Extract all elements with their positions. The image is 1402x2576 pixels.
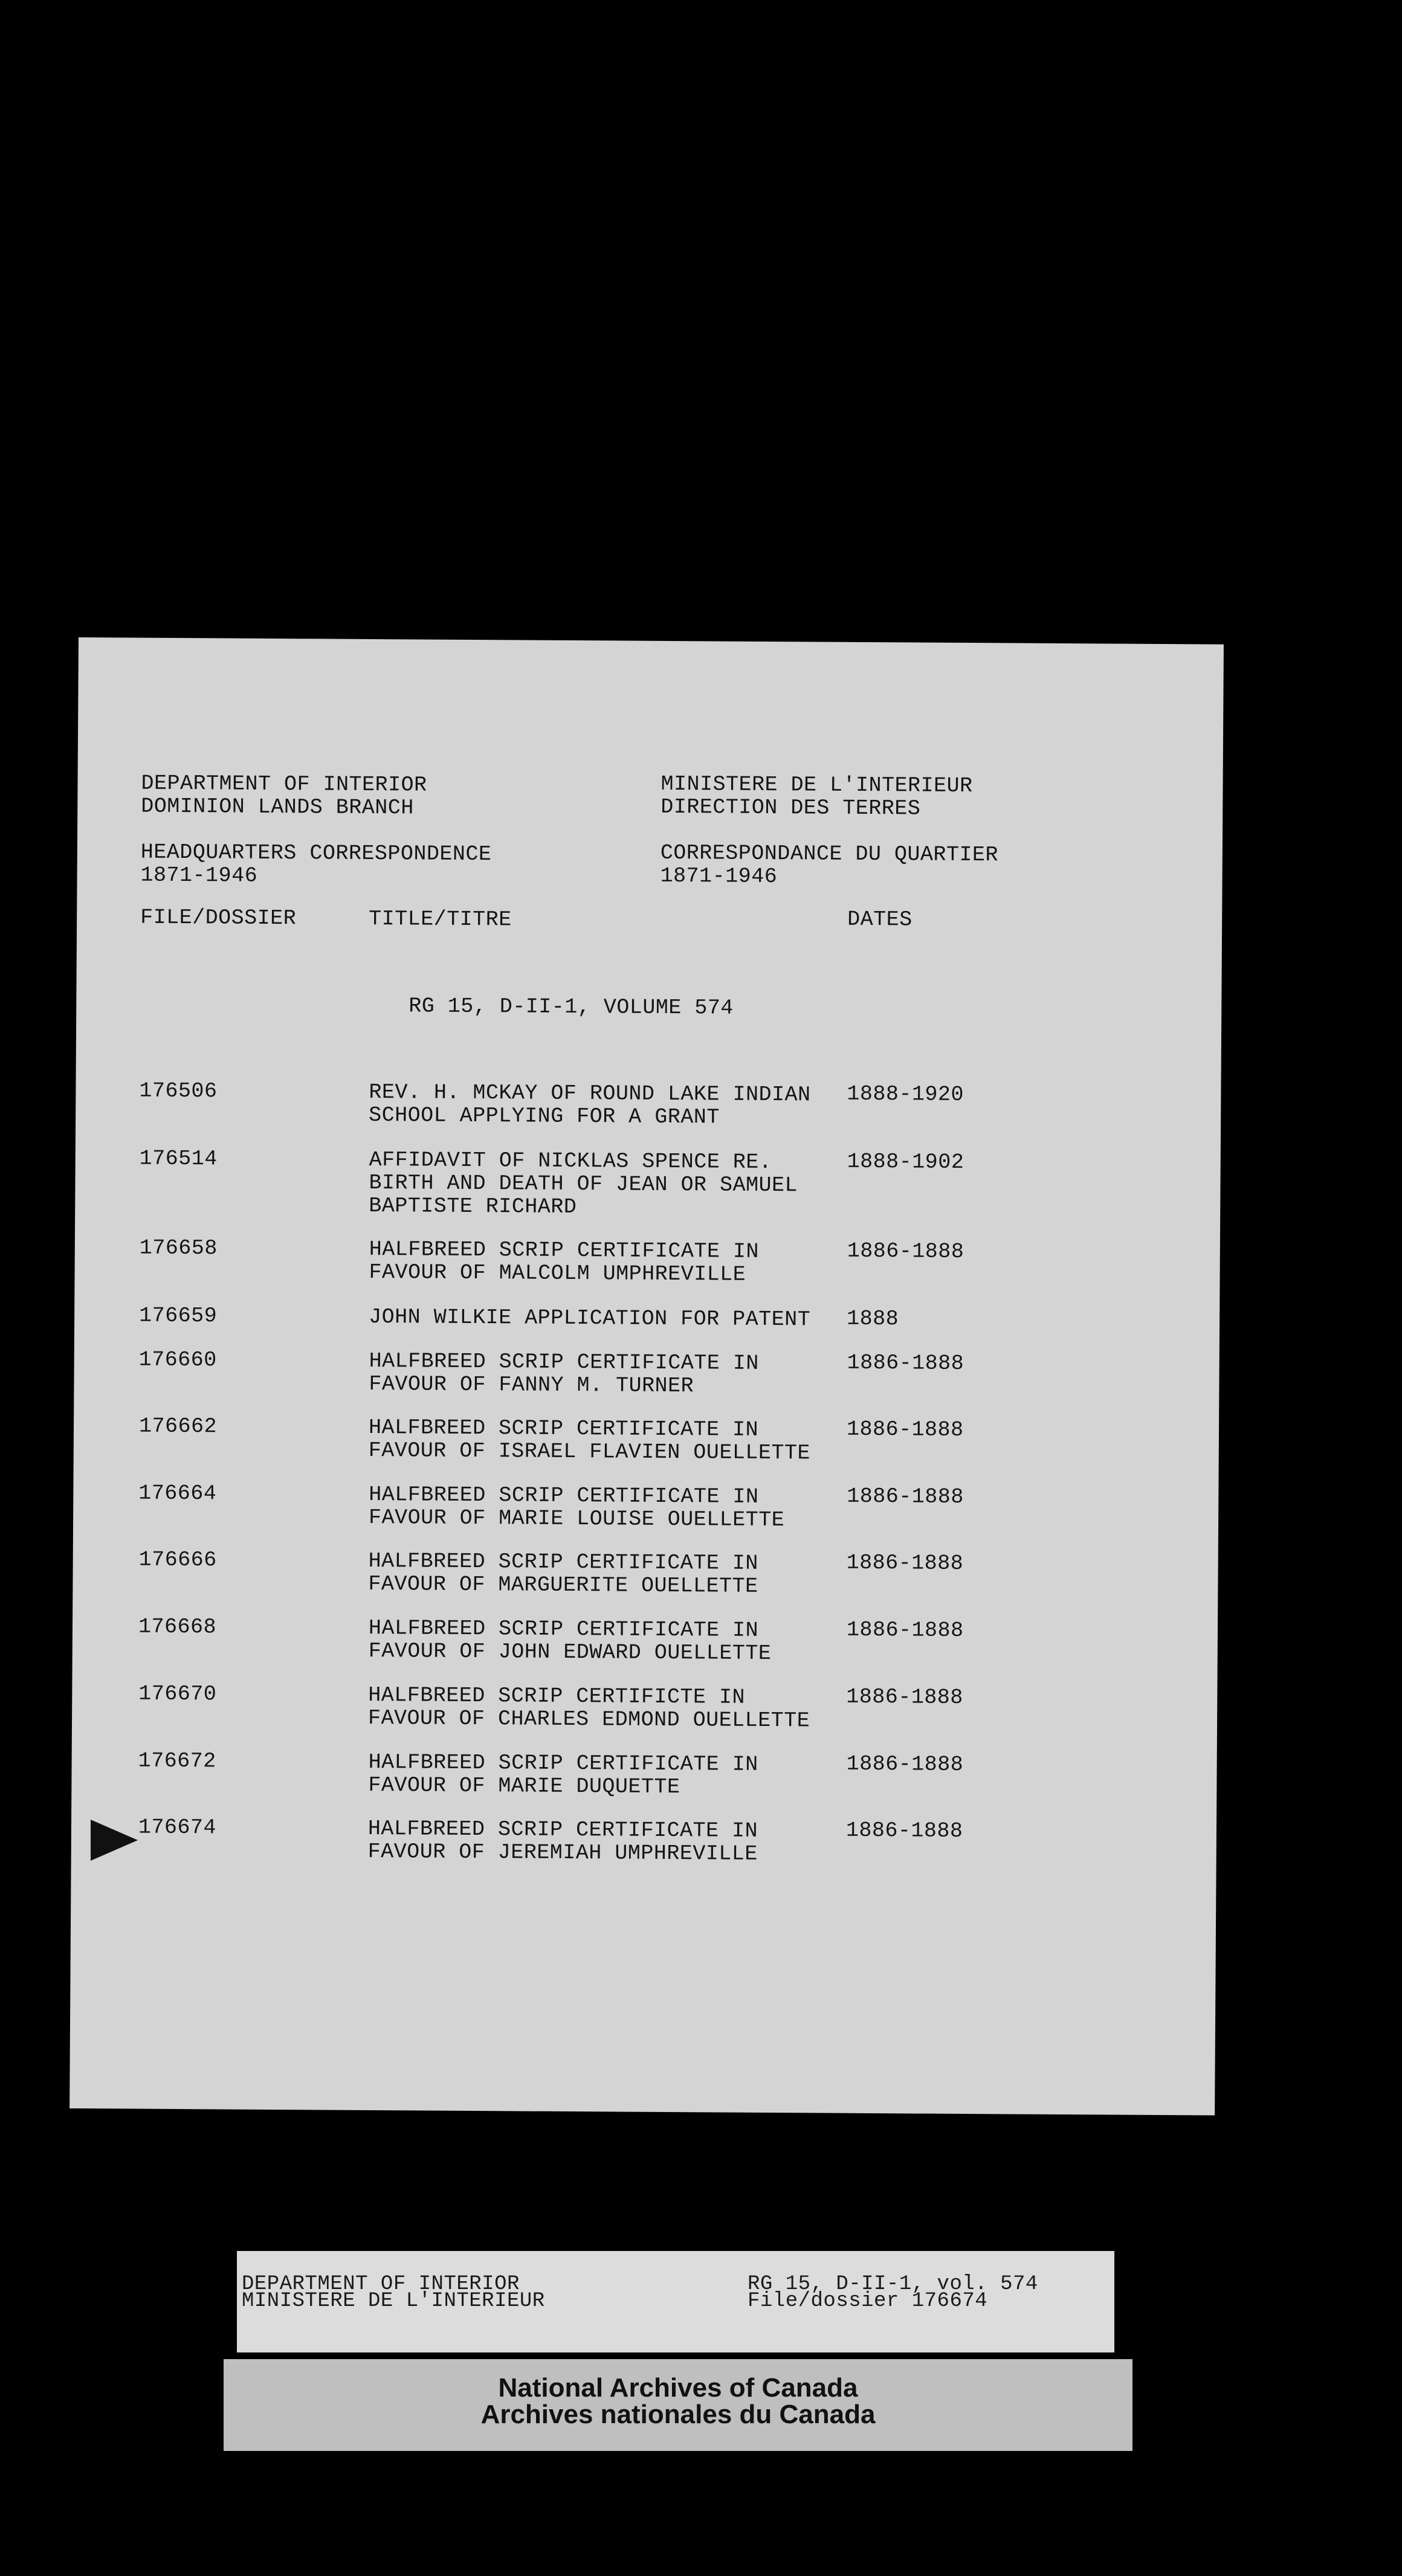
entry-dates: 1888-1902 bbox=[847, 1149, 964, 1174]
arrow-pointer-icon bbox=[91, 1820, 138, 1861]
dept-name-fr: MINISTERE DE L'INTERIEUR bbox=[661, 771, 973, 799]
branch-name-en: DOMINION LANDS BRANCH bbox=[141, 794, 414, 820]
entry-file: 176672 bbox=[138, 1748, 216, 1774]
entry-file: 176674 bbox=[138, 1815, 217, 1840]
dept-name-en: DEPARTMENT OF INTERIOR bbox=[141, 771, 427, 797]
entry-title: HALFBREED SCRIP CERTIFICATE IN bbox=[368, 1750, 758, 1777]
entry-file: 176668 bbox=[138, 1614, 217, 1640]
entry-title: SCHOOL APPLYING FOR A GRANT bbox=[369, 1103, 720, 1130]
column-header-dates: DATES bbox=[847, 907, 913, 932]
label-file-number: File/dossier 176674 bbox=[748, 2290, 988, 2313]
entry-title: BIRTH AND DEATH OF JEAN OR SAMUEL bbox=[369, 1170, 798, 1198]
entry-title: FAVOUR OF JOHN EDWARD OUELLETTE bbox=[368, 1638, 772, 1666]
volume-reference: RG 15, D-II-1, VOLUME 574 bbox=[409, 994, 734, 1020]
entry-dates: 1886-1888 bbox=[847, 1350, 964, 1376]
entry-title: HALFBREED SCRIP CERTIFICTE IN bbox=[368, 1682, 746, 1710]
series-years-en: 1871-1946 bbox=[140, 863, 258, 888]
entry-title: HALFBREED SCRIP CERTIFICATE IN bbox=[368, 1615, 759, 1643]
entry-dates: 1888 bbox=[847, 1306, 899, 1331]
series-title-fr: CORRESPONDANCE DU QUARTIER bbox=[660, 840, 999, 868]
entry-file: 176666 bbox=[138, 1547, 217, 1573]
entry-file: 176659 bbox=[139, 1303, 218, 1328]
entry-file: 176514 bbox=[139, 1146, 218, 1171]
microfilm-label bbox=[237, 2251, 1114, 2352]
entry-title: HALFBREED SCRIP CERTIFICATE IN bbox=[368, 1548, 758, 1576]
archive-name-en: National Archives of Canada bbox=[498, 2373, 858, 2403]
entry-dates: 1886-1888 bbox=[846, 1751, 964, 1777]
entry-dates: 1886-1888 bbox=[845, 1818, 963, 1843]
series-title-en: HEADQUARTERS CORRESPONDENCE bbox=[140, 840, 492, 867]
entry-title: FAVOUR OF MARIE DUQUETTE bbox=[368, 1773, 680, 1800]
entry-title: JOHN WILKIE APPLICATION FOR PATENT bbox=[369, 1304, 811, 1332]
entry-title: AFFIDAVIT OF NICKLAS SPENCE RE. bbox=[369, 1147, 772, 1175]
entry-title: FAVOUR OF ISRAEL FLAVIEN OUELLETTE bbox=[368, 1438, 811, 1466]
entry-title: FAVOUR OF CHARLES EDMOND OUELLETTE bbox=[367, 1705, 810, 1733]
series-years-fr: 1871-1946 bbox=[660, 863, 778, 889]
entry-dates: 1886-1888 bbox=[847, 1238, 964, 1264]
entry-dates: 1888-1920 bbox=[847, 1081, 964, 1107]
entry-title: BAPTISTE RICHARD bbox=[369, 1193, 577, 1220]
entry-file: 176670 bbox=[138, 1681, 217, 1707]
archive-banner bbox=[224, 2359, 1132, 2451]
entry-file: 176660 bbox=[138, 1347, 217, 1373]
entry-title: FAVOUR OF MARGUERITE OUELLETTE bbox=[368, 1571, 758, 1599]
entry-dates: 1886-1888 bbox=[846, 1684, 963, 1710]
entry-file: 176506 bbox=[139, 1078, 218, 1104]
entry-title: HALFBREED SCRIP CERTIFICATE IN bbox=[369, 1237, 760, 1264]
entry-title: REV. H. MCKAY OF ROUND LAKE INDIAN bbox=[369, 1080, 811, 1107]
label-dept-en: DEPARTMENT OF INTERIOR bbox=[242, 2273, 520, 2296]
entry-title: HALFBREED SCRIP CERTIFICATE IN bbox=[369, 1482, 759, 1509]
entry-title: HALFBREED SCRIP CERTIFICATE IN bbox=[367, 1816, 758, 1843]
entry-dates: 1886-1888 bbox=[846, 1550, 964, 1576]
entry-title: HALFBREED SCRIP CERTIFICATE IN bbox=[369, 1348, 759, 1376]
column-header-file: FILE/DOSSIER bbox=[140, 905, 297, 931]
entry-title: FAVOUR OF MALCOLM UMPHREVILLE bbox=[369, 1260, 746, 1287]
entry-file: 176664 bbox=[138, 1481, 217, 1506]
document-page bbox=[69, 637, 1224, 2116]
entry-dates: 1886-1888 bbox=[847, 1484, 964, 1509]
entry-title: HALFBREED SCRIP CERTIFICATE IN bbox=[368, 1415, 759, 1442]
column-header-title: TITLE/TITRE bbox=[369, 906, 512, 932]
label-reference: RG 15, D-II-1, vol. 574 bbox=[748, 2273, 1038, 2296]
entry-title: FAVOUR OF MARIE LOUISE OUELLETTE bbox=[368, 1505, 785, 1533]
label-dept-fr: MINISTERE DE L'INTERIEUR bbox=[242, 2290, 545, 2313]
entry-file: 176658 bbox=[139, 1235, 218, 1261]
entry-title: FAVOUR OF FANNY M. TURNER bbox=[369, 1371, 694, 1399]
archive-name-fr: Archives nationales du Canada bbox=[480, 2400, 876, 2429]
entry-file: 176662 bbox=[138, 1414, 218, 1439]
branch-name-fr: DIRECTION DES TERRES bbox=[661, 794, 921, 821]
entry-dates: 1886-1888 bbox=[846, 1617, 964, 1643]
entry-dates: 1886-1888 bbox=[846, 1417, 964, 1442]
entry-title: FAVOUR OF JEREMIAH UMPHREVILLE bbox=[367, 1839, 758, 1866]
